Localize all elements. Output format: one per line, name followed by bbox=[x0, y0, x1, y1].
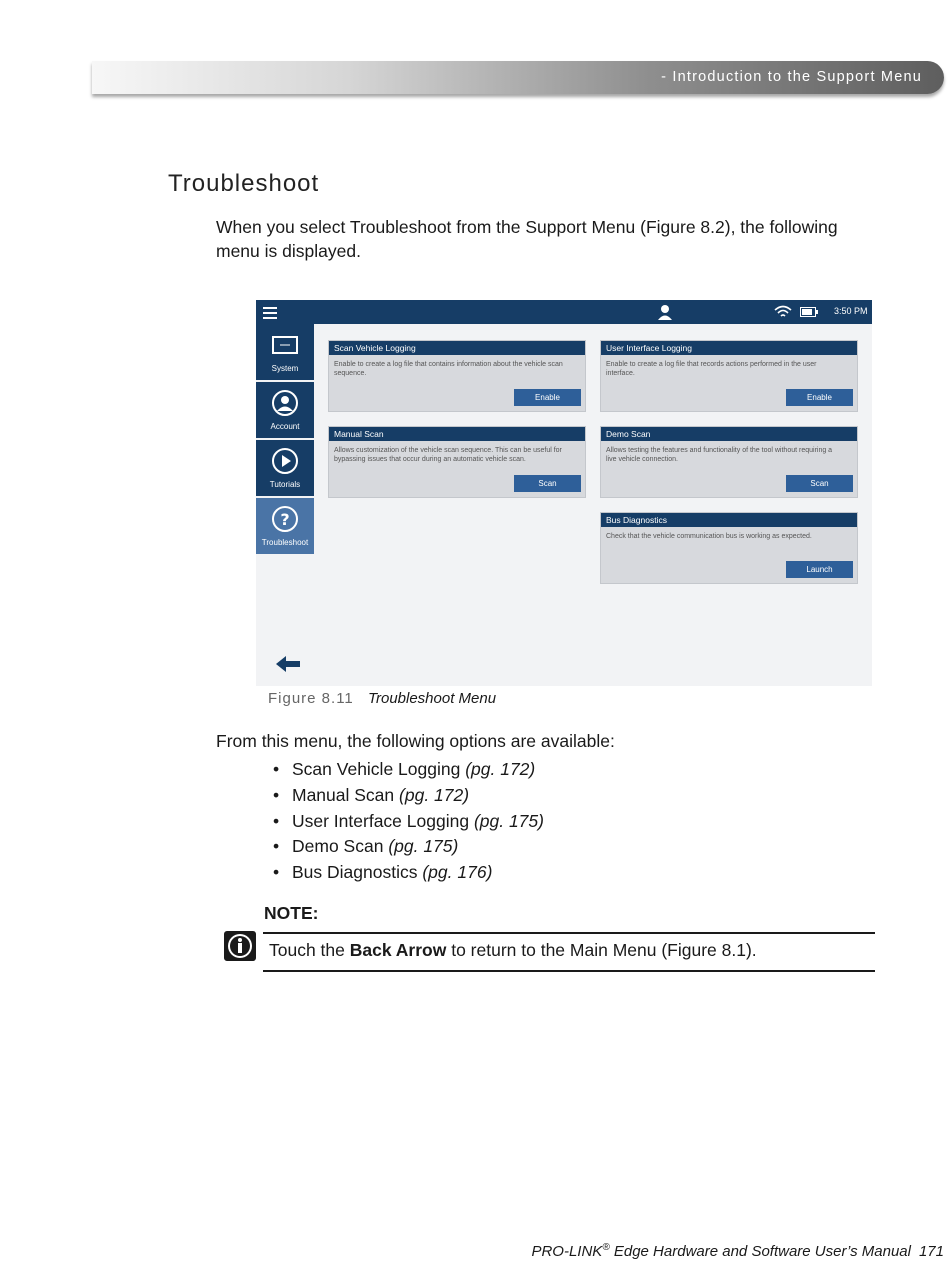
card-manual-scan bbox=[328, 426, 586, 498]
card-title: Demo Scan bbox=[601, 427, 857, 441]
page-reference: (pg. 172) bbox=[399, 784, 470, 805]
list-item: • User Interface Logging (pg. 175) bbox=[273, 810, 544, 831]
battery-icon bbox=[800, 307, 818, 317]
sidebar-item-troubleshoot[interactable] bbox=[256, 498, 314, 554]
card-title: User Interface Logging bbox=[601, 341, 857, 355]
footer-brand: PRO-LINK bbox=[531, 1243, 603, 1260]
header-section-title: - Introduction to the Support Menu bbox=[661, 69, 922, 85]
troubleshoot-screen-figure bbox=[256, 300, 872, 686]
card-description: Allows testing the features and functionality of the tool without requiring a live vehicle connection. bbox=[606, 447, 833, 463]
manual-scan-button[interactable]: Scan bbox=[514, 475, 581, 492]
card-bus-diagnostics bbox=[600, 512, 858, 584]
tutorials-icon bbox=[271, 447, 299, 475]
running-header bbox=[92, 61, 944, 94]
card-description: Check that the vehicle communication bus is working as expected. bbox=[606, 533, 812, 540]
list-item: • Bus Diagnostics (pg. 176) bbox=[273, 862, 493, 883]
list-item: • Scan Vehicle Logging (pg. 172) bbox=[273, 759, 536, 779]
support-user-icon[interactable] bbox=[656, 303, 674, 321]
card-scan-vehicle-logging bbox=[328, 340, 586, 412]
list-item: • Demo Scan (pg. 175) bbox=[273, 836, 459, 857]
section-title: Troubleshoot bbox=[168, 170, 320, 197]
card-title: Scan Vehicle Logging bbox=[329, 341, 585, 355]
user-interface-logging-enable-button[interactable]: Enable bbox=[786, 389, 853, 406]
figure-title: Troubleshoot Menu bbox=[367, 690, 497, 707]
sidebar-item-label: Tutorials bbox=[269, 480, 301, 489]
note-text: Touch the Back Arrow to return to the Main Menu (Figure 8.1). bbox=[269, 940, 757, 960]
option-name: Bus Diagnostics bbox=[292, 862, 418, 883]
info-icon bbox=[223, 930, 257, 962]
card-demo-scan bbox=[600, 426, 858, 498]
sidebar bbox=[256, 324, 314, 556]
hamburger-menu-icon[interactable] bbox=[263, 307, 277, 322]
troubleshoot-icon bbox=[271, 505, 299, 533]
intro-paragraph: When you select Troubleshoot from the Support Menu (Figure 8.2), the following menu is displayed. bbox=[216, 217, 838, 261]
figure-caption bbox=[268, 690, 496, 707]
list-item: • Manual Scan (pg. 172) bbox=[273, 784, 470, 805]
page-reference: (pg. 175) bbox=[473, 810, 544, 831]
back-arrow-icon[interactable] bbox=[274, 654, 302, 674]
scan-vehicle-logging-enable-button[interactable]: Enable bbox=[514, 389, 581, 406]
status-bar bbox=[256, 300, 872, 324]
account-icon bbox=[271, 389, 299, 417]
options-list bbox=[273, 759, 544, 888]
system-icon bbox=[271, 331, 299, 359]
footer-manual-title: Edge Hardware and Software User’s Manual bbox=[609, 1243, 911, 1260]
note-label: NOTE: bbox=[264, 903, 319, 923]
option-name: Manual Scan bbox=[292, 784, 395, 805]
sidebar-item-tutorials[interactable] bbox=[256, 440, 314, 496]
note-emphasis: Back Arrow bbox=[349, 940, 447, 960]
card-user-interface-logging bbox=[600, 340, 858, 412]
card-title: Bus Diagnostics bbox=[601, 513, 857, 527]
option-name: Demo Scan bbox=[292, 836, 384, 857]
options-intro: From this menu, the following options are available: bbox=[216, 731, 615, 751]
sidebar-item-label: Account bbox=[270, 422, 300, 431]
page-reference: (pg. 172) bbox=[465, 759, 536, 779]
page-footer: PRO-LINK® Edge Hardware and Software User’s Manual 171 bbox=[531, 1242, 944, 1260]
bus-diagnostics-launch-button[interactable]: Launch bbox=[786, 561, 853, 578]
card-description: Allows customization of the vehicle scan sequence. This can be useful for bypassing issues that occur during an automatic vehicle scan. bbox=[334, 447, 562, 463]
page-number: 171 bbox=[918, 1243, 944, 1260]
demo-scan-button[interactable]: Scan bbox=[786, 475, 853, 492]
svg-text:?: ? bbox=[280, 510, 290, 529]
note-box bbox=[263, 932, 875, 972]
card-description: Enable to create a log file that records actions performed in the user interface. bbox=[606, 361, 817, 377]
sidebar-item-label: Troubleshoot bbox=[261, 538, 309, 547]
figure-number: Figure 8.11 bbox=[268, 690, 354, 707]
option-name: Scan Vehicle Logging bbox=[292, 759, 461, 779]
card-title: Manual Scan bbox=[329, 427, 585, 441]
wifi-icon bbox=[774, 305, 792, 319]
card-description: Enable to create a log file that contains information about the vehicle scan sequence. bbox=[334, 361, 563, 377]
page-reference: (pg. 175) bbox=[388, 836, 459, 857]
sidebar-item-account[interactable] bbox=[256, 382, 314, 438]
option-name: User Interface Logging bbox=[292, 810, 470, 831]
page-reference: (pg. 176) bbox=[422, 862, 493, 883]
sidebar-item-label: System bbox=[271, 364, 299, 373]
sidebar-item-system[interactable] bbox=[256, 324, 314, 380]
clock: 3:50 PM bbox=[834, 306, 868, 316]
